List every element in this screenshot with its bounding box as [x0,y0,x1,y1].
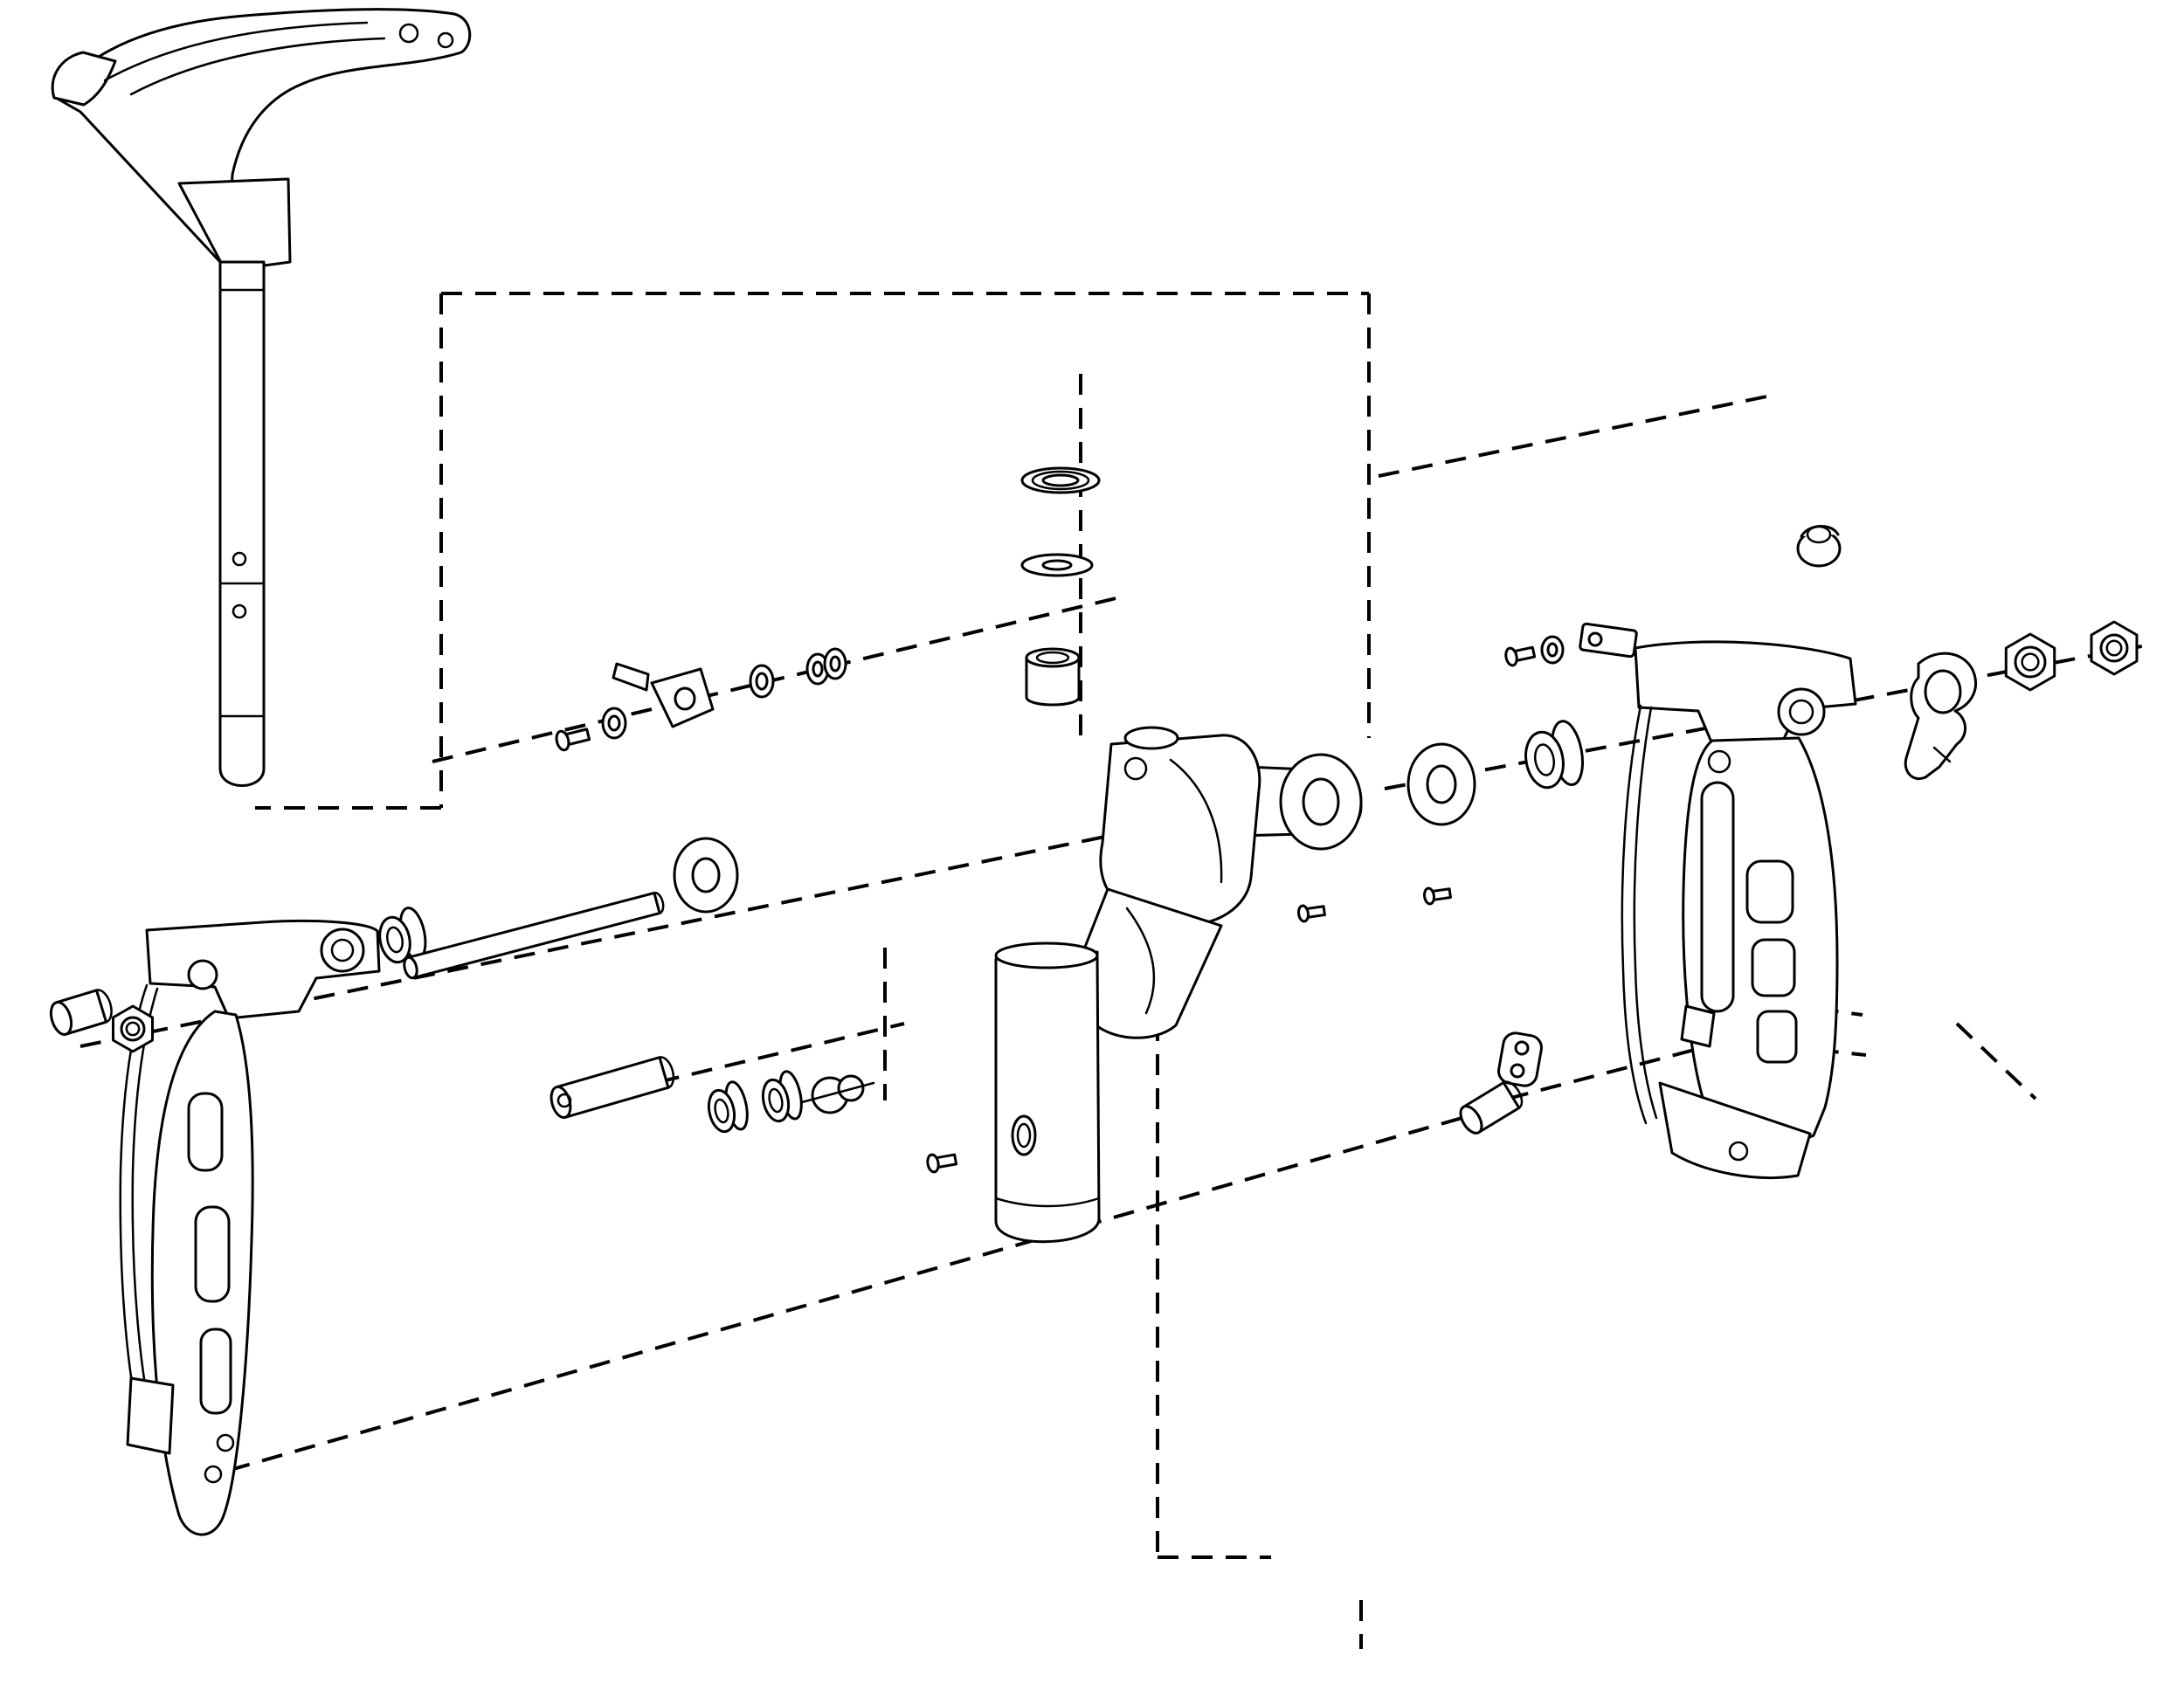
part-clip-11 [802,1076,874,1113]
part-bushing-46-top [1026,649,1079,705]
part-stern-bracket-stbd-22 [1622,642,1856,1178]
part-washer-38 [1542,637,1563,663]
part-screw-8b-right [1423,886,1451,905]
part-screw-8a-right [1297,903,1325,922]
part-link-47 [1496,1031,1543,1088]
part-locknut-50 [2091,622,2137,674]
part-washer-45-top [1022,555,1092,576]
part-lever-plate-14 [613,664,713,727]
part-washer-2-left [674,838,737,912]
part-washer-2-right [1408,744,1475,824]
part-ring-15 [750,666,773,697]
part-bushing-24-right [1456,1079,1526,1137]
part-nut-5-left [113,1006,152,1052]
part-clamp-42 [1905,653,1975,778]
part-washer-13 [603,708,625,738]
part-stern-bracket-port-1 [121,921,379,1535]
part-swivel-bracket-7 [996,728,1361,1242]
part-washer-44-top [1022,468,1099,493]
part-nut-5-right [2006,634,2054,690]
part-nut-41 [1798,526,1840,566]
part-bushing-4-right [1520,719,1586,792]
construction-line-axis-tilt-tube [197,1112,1483,1480]
part-plate-40 [1579,624,1637,657]
part-screw-8-center [926,1151,957,1173]
construction-line-axis-23r [1957,1024,2035,1099]
part-bushings-10 [704,1070,805,1135]
part-rings-16-mid [807,649,846,684]
part-screw-39 [1504,644,1535,666]
part-steering-arm-43 [52,10,470,786]
construction-line-axis-12-16 [432,596,1127,762]
part-cap-6 [47,988,114,1038]
part-pin-9 [548,1055,676,1120]
construction-line-axis-tilt-lever [1379,395,1775,476]
